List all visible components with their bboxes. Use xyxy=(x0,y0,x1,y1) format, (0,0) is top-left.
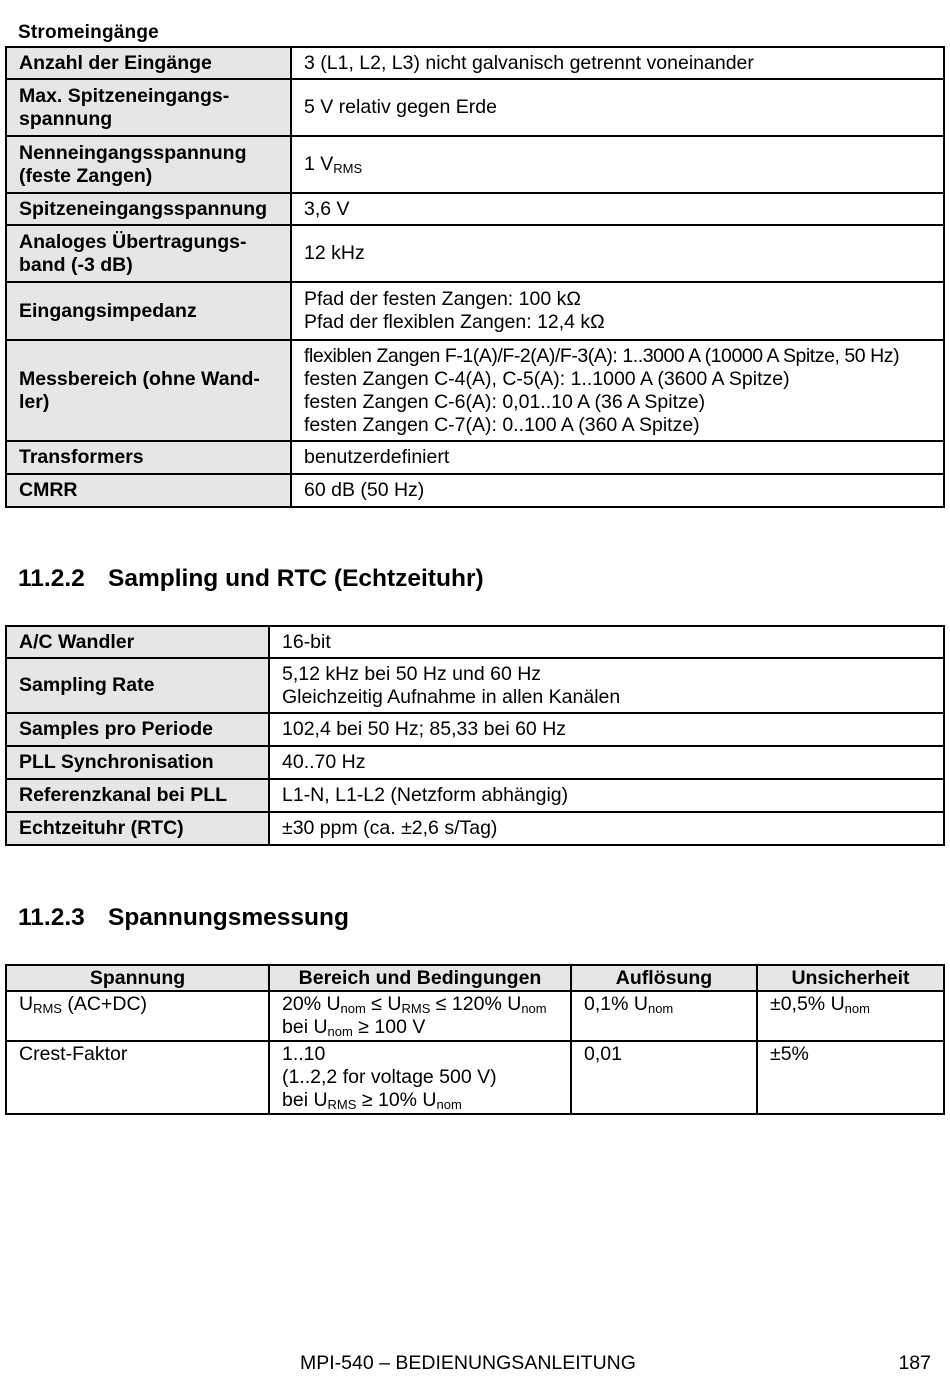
row-value: Pfad der festen Zangen: 100 kΩ Pfad der flexiblen Zangen: 12,4 kΩ xyxy=(291,282,944,340)
row-value: 5,12 kHz bei 50 Hz und 60 Hz Gleichzeitig Aufnahme in allen Kanälen xyxy=(269,658,944,713)
section-heading-voltage xyxy=(18,904,349,932)
table-row xyxy=(6,1041,944,1114)
table-row xyxy=(6,441,944,474)
table-row xyxy=(6,225,944,282)
table-row xyxy=(6,991,944,1041)
table-header-row xyxy=(6,965,944,991)
row-key: Max. Spitzeneingangs- spannung xyxy=(6,79,291,136)
cell-uncertainty: ±5% xyxy=(757,1041,944,1114)
row-value: flexiblen Zangen F-1(A)/F-2(A)/F-3(A): 1..3000 A (10000 A Spitze, 50 Hz) festen Zangen C-4(A), C-5(A): 1..1000 A (3600 A Spitze) festen Zangen C-6(A): 0,01..10 A (36 A Spitze) festen Zangen C-7(A): 0..100 A (360 A Spitze) xyxy=(291,340,944,441)
section-title: Sampling und RTC (Echtzeituhr) xyxy=(108,565,484,592)
table-row xyxy=(6,474,944,507)
voltage-measurement-table xyxy=(5,964,945,1115)
section-number: 11.2.2 xyxy=(18,565,85,592)
row-key: Analoges Übertragungs- band (-3 dB) xyxy=(6,225,291,282)
table-row xyxy=(6,79,944,136)
table-row xyxy=(6,47,944,79)
row-value: 3,6 V xyxy=(291,193,944,225)
cell-quantity: $U_{RMS}$ (AC+DC) xyxy=(6,991,269,1041)
page-number: 187 xyxy=(898,1352,931,1374)
cell-quantity: Crest-Faktor xyxy=(6,1041,269,1114)
table-row xyxy=(6,282,944,340)
table-row xyxy=(6,136,944,193)
row-key: Anzahl der Eingänge xyxy=(6,47,291,79)
table-row xyxy=(6,746,944,779)
footer-title: MPI-540 – BEDIENUNGSANLEITUNG xyxy=(300,1352,636,1374)
row-value: 40..70 Hz xyxy=(269,746,944,779)
sampling-table xyxy=(5,625,945,846)
table-row xyxy=(6,713,944,746)
section-title: Spannungsmessung xyxy=(108,904,349,931)
row-value: ±30 ppm (ca. ±2,6 s/Tag) xyxy=(269,812,944,845)
row-value: 12 kHz xyxy=(291,225,944,282)
table-row xyxy=(6,658,944,713)
row-key: Eingangsimpedanz xyxy=(6,282,291,340)
row-key: Echtzeituhr (RTC) xyxy=(6,812,269,845)
column-header: Bereich und Bedingungen xyxy=(269,965,571,991)
column-header: Auflösung xyxy=(571,965,757,991)
row-key: Nenneingangsspannung (feste Zangen) xyxy=(6,136,291,193)
column-header: Spannung xyxy=(6,965,269,991)
table-row xyxy=(6,193,944,225)
row-value: 16-bit xyxy=(269,626,944,658)
row-value: L1-N, L1-L2 (Netzform abhängig) xyxy=(269,779,944,812)
cell-range: 1..10 (1..2,2 for voltage 500 V) bei $U_{RMS} \ge 10\%$ $U_{nom}$ xyxy=(269,1041,571,1114)
row-key: Samples pro Periode xyxy=(6,713,269,746)
table-row xyxy=(6,812,944,845)
row-key: PLL Synchronisation xyxy=(6,746,269,779)
row-value: 5 V relativ gegen Erde xyxy=(291,79,944,136)
table-row xyxy=(6,626,944,658)
row-value: benutzerdefiniert xyxy=(291,441,944,474)
table-caption: Stromeingänge xyxy=(18,22,159,43)
row-key: Spitzeneingangsspannung xyxy=(6,193,291,225)
cell-resolution: 0,01 xyxy=(571,1041,757,1114)
row-key: CMRR xyxy=(6,474,291,507)
cell-range: 20% $U_{nom} \le U_{RMS} \le 120\%$ $U_{nom}$ bei $U_{nom} \ge 100$ V xyxy=(269,991,571,1041)
column-header: Unsicherheit xyxy=(757,965,944,991)
row-key: Messbereich (ohne Wand- ler) xyxy=(6,340,291,441)
table-row xyxy=(6,340,944,441)
section-heading-sampling xyxy=(18,565,484,593)
cell-uncertainty: ±0,5% $U_{nom}$ xyxy=(757,991,944,1041)
table-row xyxy=(6,779,944,812)
row-value: 1 $V_{RMS}$ xyxy=(291,136,944,193)
row-key: Sampling Rate xyxy=(6,658,269,713)
row-value: 3 (L1, L2, L3) nicht galvanisch getrennt voneinander xyxy=(291,47,944,79)
row-value: 60 dB (50 Hz) xyxy=(291,474,944,507)
row-key: A/C Wandler xyxy=(6,626,269,658)
row-key: Transformers xyxy=(6,441,291,474)
cell-resolution: 0,1% $U_{nom}$ xyxy=(571,991,757,1041)
row-value: 102,4 bei 50 Hz; 85,33 bei 60 Hz xyxy=(269,713,944,746)
row-key: Referenzkanal bei PLL xyxy=(6,779,269,812)
current-inputs-table xyxy=(5,46,945,508)
section-number: 11.2.3 xyxy=(18,904,85,931)
